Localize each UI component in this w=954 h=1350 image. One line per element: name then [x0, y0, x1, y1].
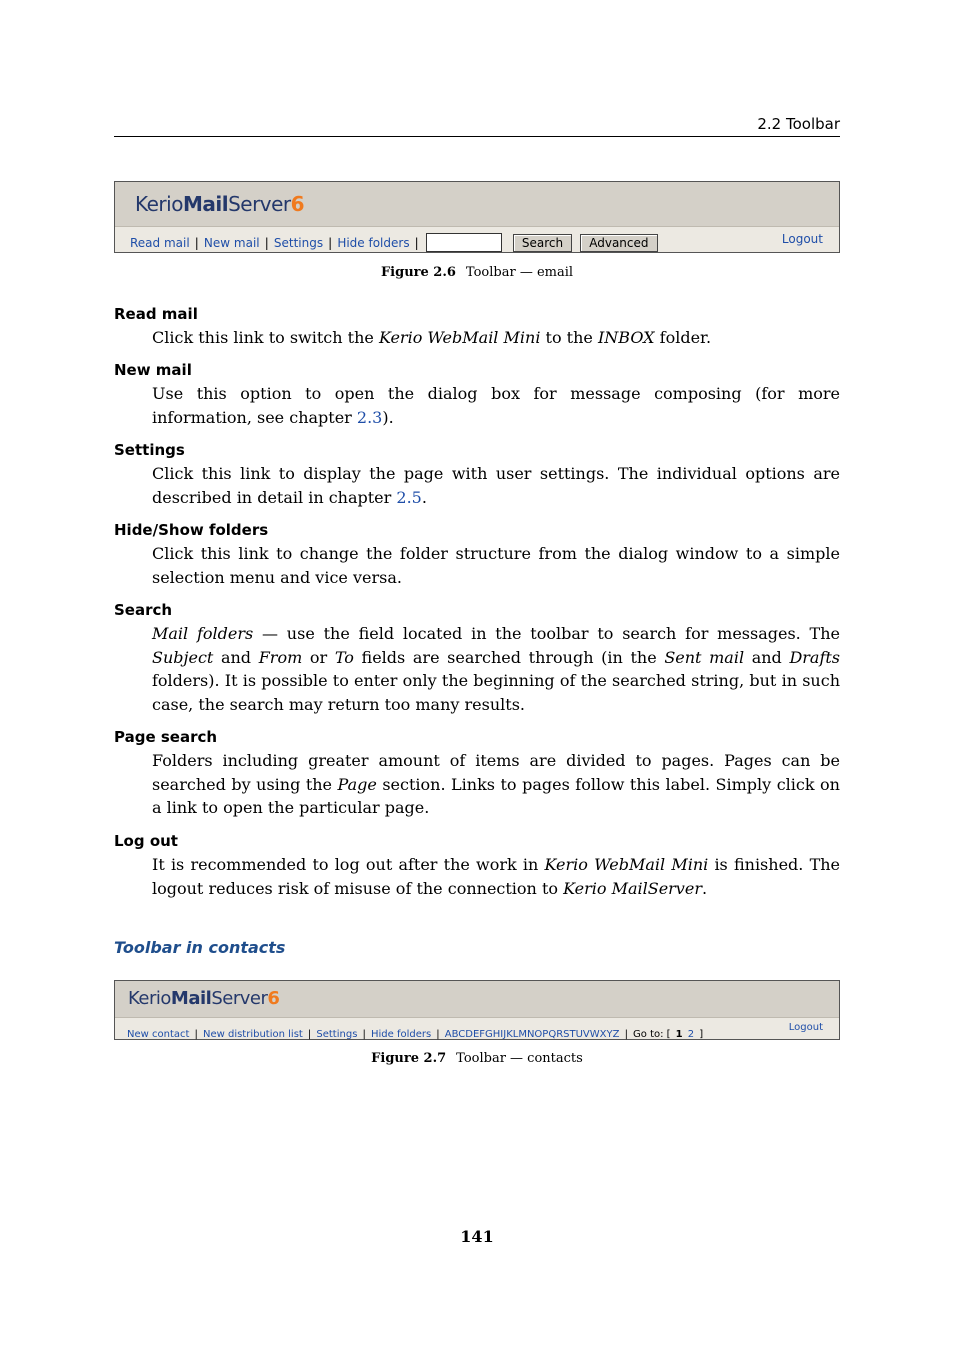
separator: |: [624, 1029, 628, 1040]
goto-end: ]: [699, 1029, 704, 1040]
logout-link[interactable]: Logout: [788, 1022, 823, 1033]
term-search: Search: [114, 601, 173, 619]
contacts-toolbar-figure: [114, 980, 840, 1040]
figure-caption: [114, 1051, 840, 1066]
separator: |: [194, 1029, 198, 1040]
caption-label: Figure 2.6: [380, 265, 456, 280]
separator: |: [264, 236, 269, 250]
page-2-link[interactable]: 2: [687, 1029, 695, 1040]
desc-log-out: It is recommended to log out after the work in Kerio WebMail Mini is finished. The logout reduces risk of misuse of the connection to Kerio MailServer.: [152, 855, 841, 898]
settings-link[interactable]: Settings: [316, 1029, 358, 1040]
logout-link[interactable]: Logout: [781, 232, 823, 246]
toolbar-logo-bar: [115, 981, 839, 1018]
kerio-mailserver-logo: [128, 988, 279, 1009]
advanced-button[interactable]: Advanced: [580, 234, 657, 252]
current-page: 1: [675, 1029, 683, 1040]
desc-page-search: Folders including greater amount of items are divided to pages. Pages can be searched by using the Page section. Links to pages follow this label. Simply click on a link to open the particular page.: [152, 751, 840, 818]
term-page-search: Page search: [114, 728, 218, 746]
desc-new-mail: Use this option to open the dialog box for message composing (for more information, see chapter 2.3).: [152, 384, 840, 427]
running-head: 2.2 Toolbar: [757, 115, 840, 133]
separator: |: [436, 1029, 440, 1040]
goto-label: Go to: [: [633, 1029, 671, 1040]
logo-kerio: Kerio: [128, 988, 171, 1009]
header-rule: [114, 136, 840, 137]
search-input[interactable]: [426, 233, 502, 252]
new-distribution-list-link[interactable]: New distribution list: [202, 1029, 303, 1040]
logo-mail: Mail: [182, 192, 229, 216]
desc-settings: Click this link to display the page with user settings. The individual options are described in detail in chapter 2.5.: [152, 464, 840, 507]
separator: |: [362, 1029, 366, 1040]
page-number: 141: [460, 1227, 494, 1246]
logo-server: Server: [228, 192, 291, 216]
caption-label: Figure 2.7: [371, 1051, 447, 1066]
figure-caption: [114, 265, 840, 280]
chapter-link[interactable]: 2.5: [396, 487, 422, 507]
kerio-mailserver-logo: [135, 192, 304, 216]
section-title: Toolbar in contacts: [114, 938, 286, 957]
chapter-link[interactable]: 2.3: [356, 407, 383, 427]
email-toolbar-figure: [114, 181, 840, 253]
logo-six: 6: [290, 192, 305, 216]
logo-server: Server: [211, 988, 268, 1009]
term-log-out: Log out: [114, 832, 178, 850]
settings-link[interactable]: Settings: [273, 236, 324, 250]
toolbar-logo-bar: [115, 182, 839, 227]
hide-folders-link[interactable]: Hide folders: [337, 236, 410, 250]
new-mail-link[interactable]: New mail: [203, 236, 260, 250]
desc-hide-show-folders: Click this link to change the folder structure from the dialog window to a simple selection menu and vice versa.: [152, 544, 840, 587]
read-mail-link[interactable]: Read mail: [130, 236, 190, 250]
term-settings: Settings: [114, 441, 185, 459]
new-contact-link[interactable]: New contact: [127, 1029, 190, 1040]
caption-text: Toolbar — contacts: [456, 1051, 583, 1066]
desc-read-mail: Click this link to switch the Kerio WebMail Mini to the INBOX folder.: [152, 328, 712, 347]
hide-folders-link[interactable]: Hide folders: [370, 1029, 432, 1040]
separator: |: [328, 236, 333, 250]
separator: |: [414, 236, 419, 250]
toolbar-links-bar: [115, 1018, 839, 1039]
search-button[interactable]: Search: [513, 234, 572, 252]
caption-text: Toolbar — email: [465, 265, 574, 280]
separator: |: [307, 1029, 312, 1040]
separator: |: [194, 236, 199, 250]
logo-mail: Mail: [170, 988, 212, 1009]
alphabet-links[interactable]: ABCDEFGHIJKLMNOPQRSTUVWXYZ: [444, 1029, 620, 1040]
logo-kerio: Kerio: [135, 192, 183, 216]
term-hide-show-folders: Hide/Show folders: [114, 521, 269, 539]
logo-six: 6: [267, 988, 280, 1009]
term-new-mail: New mail: [114, 361, 192, 379]
term-read-mail: Read mail: [114, 305, 198, 323]
toolbar-links-bar: [115, 227, 839, 252]
desc-search: Mail folders — use the field located in the toolbar to search for messages. The Subject and From or To fields are searched through (in the Sent mail and Drafts folders). It is possible to enter only the beginning of the searched string, but in such case, the search may return too many results.: [152, 624, 841, 715]
